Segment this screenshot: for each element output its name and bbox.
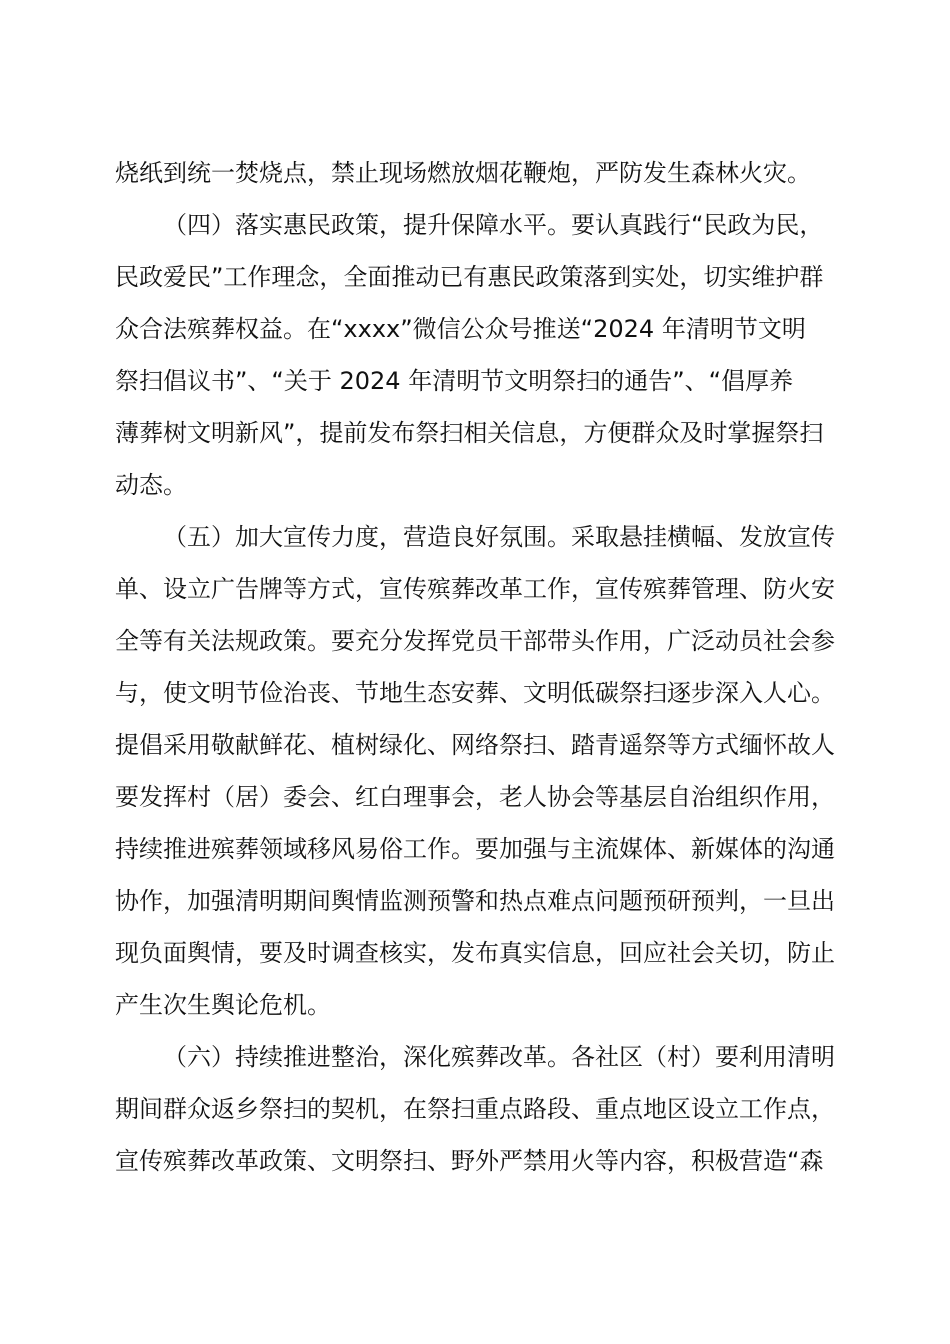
section-6-heading-line: （六）持续推进整治，深化殡葬改革。各社区（村）要利用清明	[163, 1043, 835, 1071]
text-line: 祭扫倡议书”、“关于 2024 年清明节文明祭扫的通告”、“倡厚养	[115, 367, 794, 395]
text-line: 宣传殡葬改革政策、文明祭扫、野外严禁用火等内容，积极营造“森	[115, 1147, 824, 1175]
text-line: 众合法殡葬权益。在“xxxx”微信公众号推送“2024 年清明节文明	[115, 315, 806, 343]
document-body	[115, 147, 837, 1187]
text-line: 动态。	[115, 471, 187, 499]
section-4-heading-line: （四）落实惠民政策，提升保障水平。要认真践行“民政为民，	[163, 211, 824, 239]
text-line: 要发挥村（居）委会、红白理事会，老人协会等基层自治组织作用，	[115, 783, 835, 811]
text-line: 期间群众返乡祭扫的契机，在祭扫重点路段、重点地区设立工作点，	[115, 1095, 835, 1123]
text-line: 单、设立广告牌等方式，宣传殡葬改革工作，宣传殡葬管理、防火安	[115, 575, 835, 603]
text-line: 持续推进殡葬领域移风易俗工作。要加强与主流媒体、新媒体的沟通	[115, 835, 835, 863]
text-line: 提倡采用敬献鲜花、植树绿化、网络祭扫、踏青遥祭等方式缅怀故人	[115, 731, 835, 759]
text-line: 产生次生舆论危机。	[115, 991, 331, 1019]
section-5-heading-line: （五）加大宣传力度，营造良好氛围。采取悬挂横幅、发放宣传	[163, 523, 835, 551]
text-line: 民政爱民”工作理念，全面推动已有惠民政策落到实处，切实维护群	[115, 263, 824, 291]
text-line: 协作，加强清明期间舆情监测预警和热点难点问题预研预判，一旦出	[115, 887, 835, 915]
text-line: 全等有关法规政策。要充分发挥党员干部带头作用，广泛动员社会参	[115, 627, 835, 655]
text-line: 薄葬树文明新风”，提前发布祭扫相关信息，方便群众及时掌握祭扫	[115, 419, 824, 447]
text-line: 与，使文明节俭治丧、节地生态安葬、文明低碳祭扫逐步深入人心。	[115, 679, 835, 707]
text-line: 烧纸到统一焚烧点，禁止现场燃放烟花鞭炮，严防发生森林火灾。	[115, 159, 811, 187]
text-line: 现负面舆情，要及时调查核实，发布真实信息，回应社会关切，防止	[115, 939, 835, 967]
